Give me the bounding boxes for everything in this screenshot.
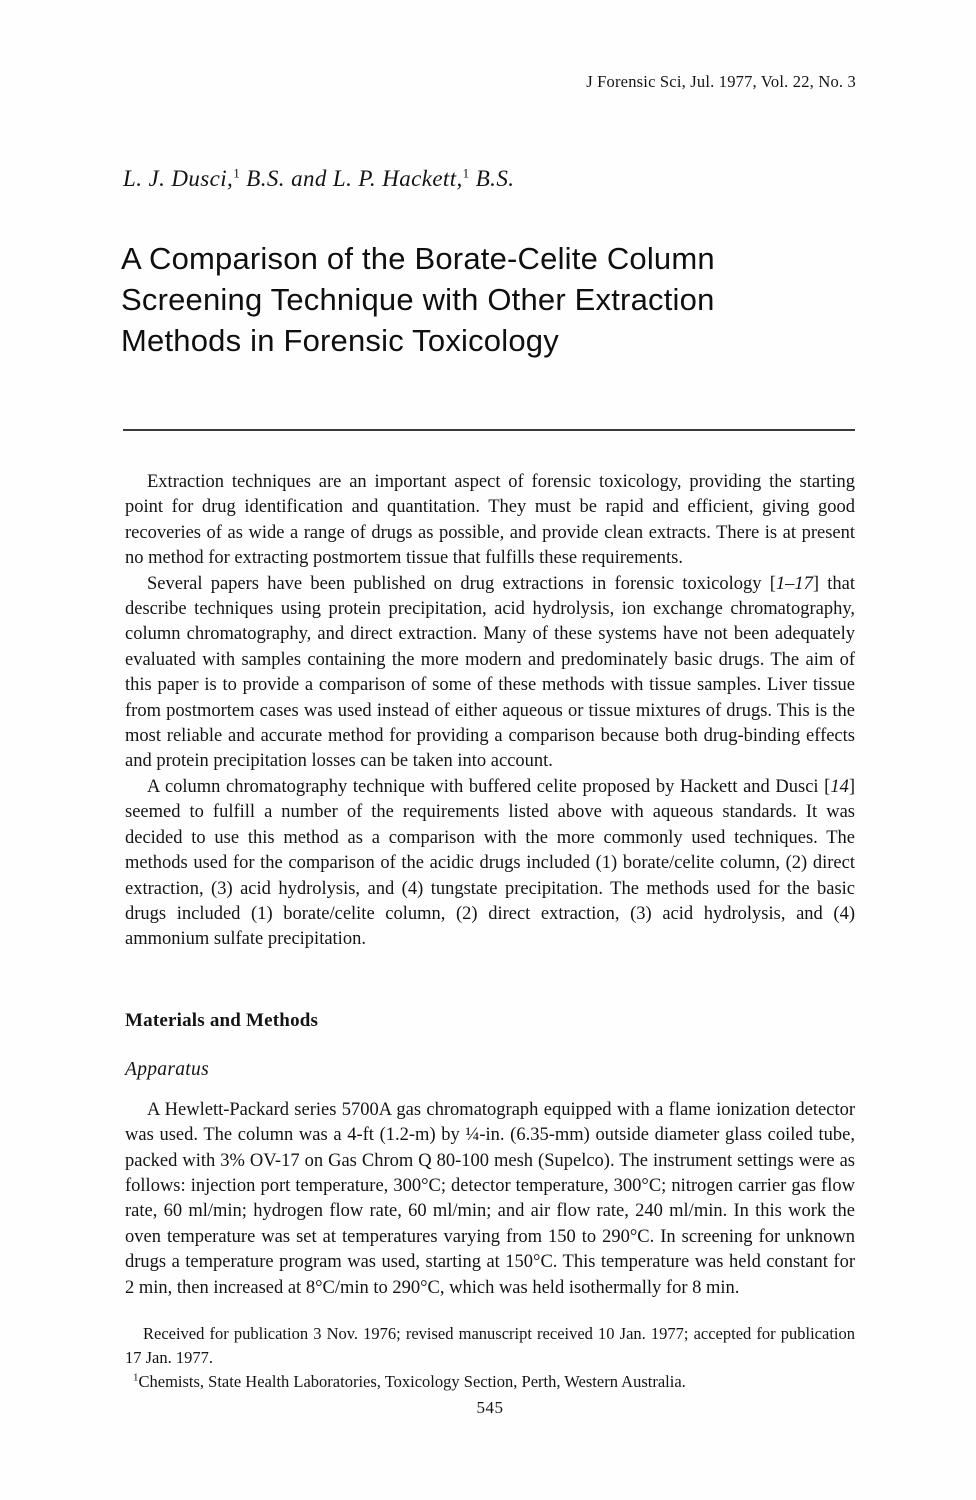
subsection-heading-apparatus: Apparatus [125,1059,209,1081]
author-footnote-ref-2: 1 [462,165,470,181]
intro-paragraph-3-text-a: A column chromatography technique with buffered celite proposed by Hackett and Dusci [ [147,776,831,797]
reference-range-1-17: 1–17 [775,573,813,594]
intro-paragraph-3-text-b: ] seemed to fulfill a number of the requirements listed above with aqueous standards. It was decided to use this method as a comparison with the more commonly used techniques. The methods used for the comparison of the acidic drugs included (1) borate/celite column, (2) direct extraction, (3) acid hydrolysis, and (4) tungstate precipitation. The methods used for the basic drugs included (1) borate/celite column, (2) direct extraction, (3) acid hydrolysis, and (4) ammonium sulfate precipitation. [125,776,855,950]
article-title-line-3: Methods in Forensic Toxicology [121,323,559,358]
author-footnote-ref-1: 1 [233,165,241,181]
horizontal-rule [123,429,855,431]
reference-14: 14 [830,776,849,797]
materials-and-methods-section [125,1008,855,1301]
received-dates-note: Received for publication 3 Nov. 1976; revised manuscript received 10 Jan. 1977; accepted for publication 17 Jan. 1977. [125,1324,855,1367]
article-title-line-2: Screening Technique with Other Extraction [121,282,715,317]
intro-paragraph-2 [125,572,855,775]
affiliation-note [125,1370,855,1394]
intro-paragraph-2-text-b: ] that describe techniques using protein precipitation, acid hydrolysis, ion exchange chromatography, column chromatography, and direct extraction. Many of these systems have not been adequately evaluated with samples containing the more modern and predominately basic drugs. The aim of this paper is to provide a comparison of some of these methods with tissue samples. Liver tissue from postmortem cases was used instead of either aqueous or tissue mixtures of drugs. This is the most reliable and accurate method for providing a comparison because both drug-binding effects and protein precipitation losses can be taken into account. [125,573,855,772]
intro-paragraph-3 [125,775,855,953]
footnote-block [125,1322,855,1394]
apparatus-paragraph: A Hewlett-Packard series 5700A gas chromatograph equipped with a flame ionization detector was used. The column was a 4-ft (1.2-m) by ¼-in. (6.35-mm) outside diameter glass coiled tube, packed with 3% OV-17 on Gas Chrom Q 80-100 mesh (Supelco). The instrument settings were as follows: injection port temperature, 300°C; detector temperature, 300°C; nitrogen carrier gas flow rate, 60 ml/min; hydrogen flow rate, 60 ml/min; and air flow rate, 240 ml/min. In this work the oven temperature was set at temperatures varying from 150 to 290°C. In screening for unknown drugs a temperature program was used, starting at 150°C. This temperature was held constant for 2 min, then increased at 8°C/min to 290°C, which was held isothermally for 8 min. [125,1099,855,1298]
author-degree: B.S. [469,166,515,191]
introduction-text [125,470,855,953]
article-title-line-1: A Comparison of the Borate-Celite Column [121,241,715,276]
author-name-2: B.S. and L. P. Hackett, [240,166,463,191]
article-title [121,238,715,361]
journal-citation-header: J Forensic Sci, Jul. 1977, Vol. 22, No. 3 [586,72,856,91]
author-name-1: L. J. Dusci, [123,166,234,191]
authors-byline [123,166,514,192]
affiliation-text: Chemists, State Health Laboratories, Toxicology Section, Perth, Western Australia. [138,1372,686,1391]
section-heading-materials-and-methods: Materials and Methods [125,1010,319,1031]
page-number: 545 [476,1398,504,1417]
intro-paragraph-2-text-a: Several papers have been published on drug extractions in forensic toxicology [ [147,573,776,594]
affiliation-footnote-marker: 1 [133,1371,139,1384]
intro-paragraph-1: Extraction techniques are an important aspect of forensic toxicology, providing the starting point for drug identification and quantitation. They must be rapid and efficient, giving good recoveries of as wide a range of drugs as possible, and provide clean extracts. There is at present no method for extracting postmortem tissue that fulfills these requirements. [125,472,855,569]
